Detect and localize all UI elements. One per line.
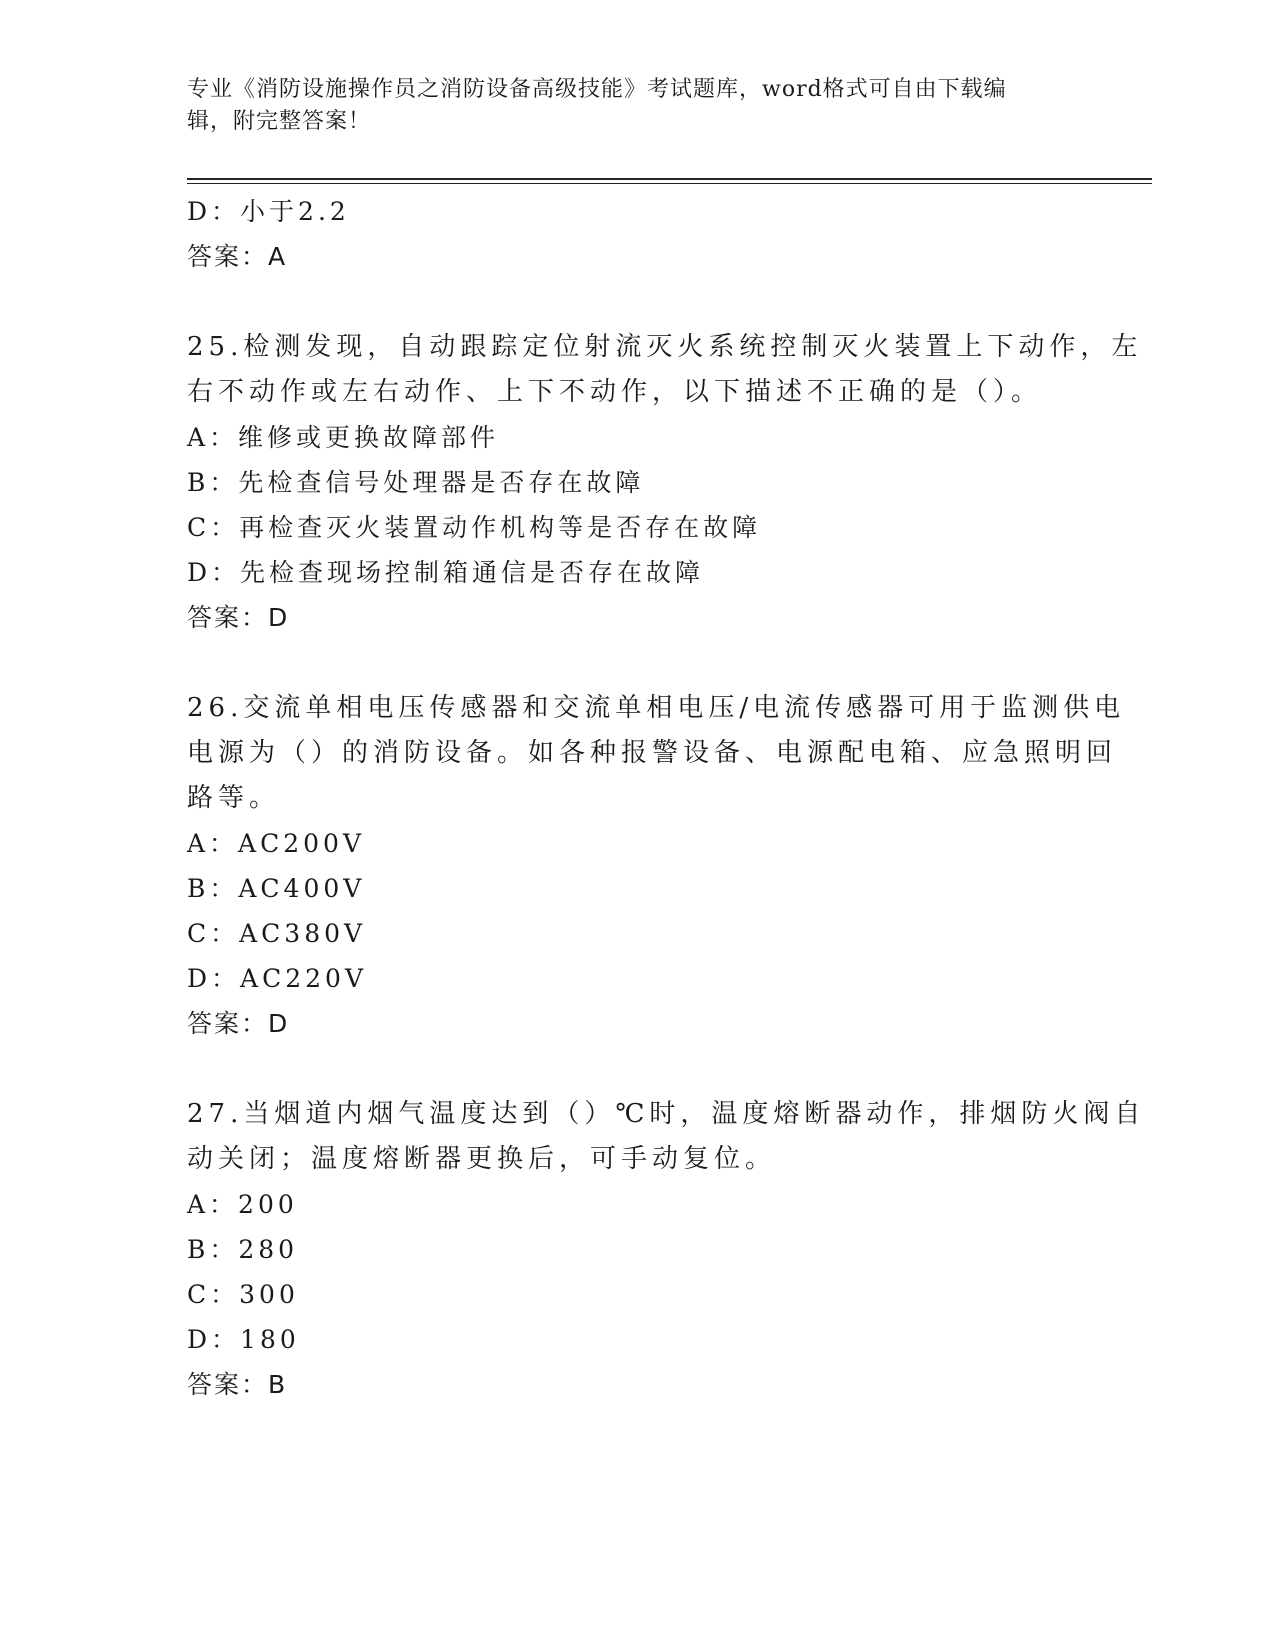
question-text-line: 25.检测发现，自动跟踪定位射流灭火系统控制灭火装置上下动作，左 — [187, 332, 1143, 362]
page-header — [187, 74, 1067, 138]
question-text-line: 27.当烟道内烟气温度达到（）℃时，温度熔断器动作，排烟防火阀自 — [187, 1099, 1146, 1129]
option-d: D：小于2.2 — [187, 197, 350, 226]
answer-line: 答案：D — [187, 1009, 290, 1038]
option-a: A：200 — [187, 1190, 298, 1219]
prev-question-tail — [187, 189, 1087, 279]
question-text — [187, 1092, 1146, 1182]
question-text — [187, 325, 1143, 415]
option-b: B：280 — [187, 1235, 299, 1264]
option-a: A：AC200V — [187, 829, 366, 858]
question-text-line: 路等。 — [187, 783, 281, 813]
option-c: C：300 — [187, 1280, 299, 1309]
option-a: A：维修或更换故障部件 — [187, 423, 500, 452]
question-text-line: 电源为（）的消防设备。如各种报警设备、电源配电箱、应急照明回 — [187, 738, 1118, 768]
question-text-line: 右不动作或左右动作、上下不动作，以下描述不正确的是（）。 — [187, 377, 1043, 407]
answer-line: 答案：B — [187, 1370, 288, 1399]
question-text-line: 动关闭；温度熔断器更换后，可手动复位。 — [187, 1144, 777, 1174]
answer-line: 答案：D — [187, 603, 290, 632]
header-divider-thick — [187, 178, 1152, 180]
question-text-line: 26.交流单相电压传感器和交流单相电压/电流传感器可用于监测供电 — [187, 693, 1126, 723]
option-d: D：先检查现场控制箱通信是否存在故障 — [187, 558, 705, 587]
option-b: B：AC400V — [187, 874, 366, 903]
question-26 — [187, 686, 1126, 1046]
answer-line: 答案：A — [187, 242, 288, 271]
option-b: B：先检查信号处理器是否存在故障 — [187, 468, 645, 497]
question-25 — [187, 325, 1143, 640]
header-line-2: 辑，附完整答案！ — [187, 109, 372, 134]
option-d: D：180 — [187, 1325, 300, 1354]
option-c: C：AC380V — [187, 919, 367, 948]
option-d: D：AC220V — [187, 964, 367, 993]
question-text — [187, 686, 1126, 821]
document-body — [187, 189, 1146, 1407]
header-line-1: 专业《消防设施操作员之消防设备高级技能》考试题库，word格式可自由下载编 — [187, 77, 1007, 102]
question-27 — [187, 1092, 1146, 1407]
header-divider-thin — [187, 183, 1152, 184]
option-c: C：再检查灭火装置动作机构等是否存在故障 — [187, 513, 762, 542]
